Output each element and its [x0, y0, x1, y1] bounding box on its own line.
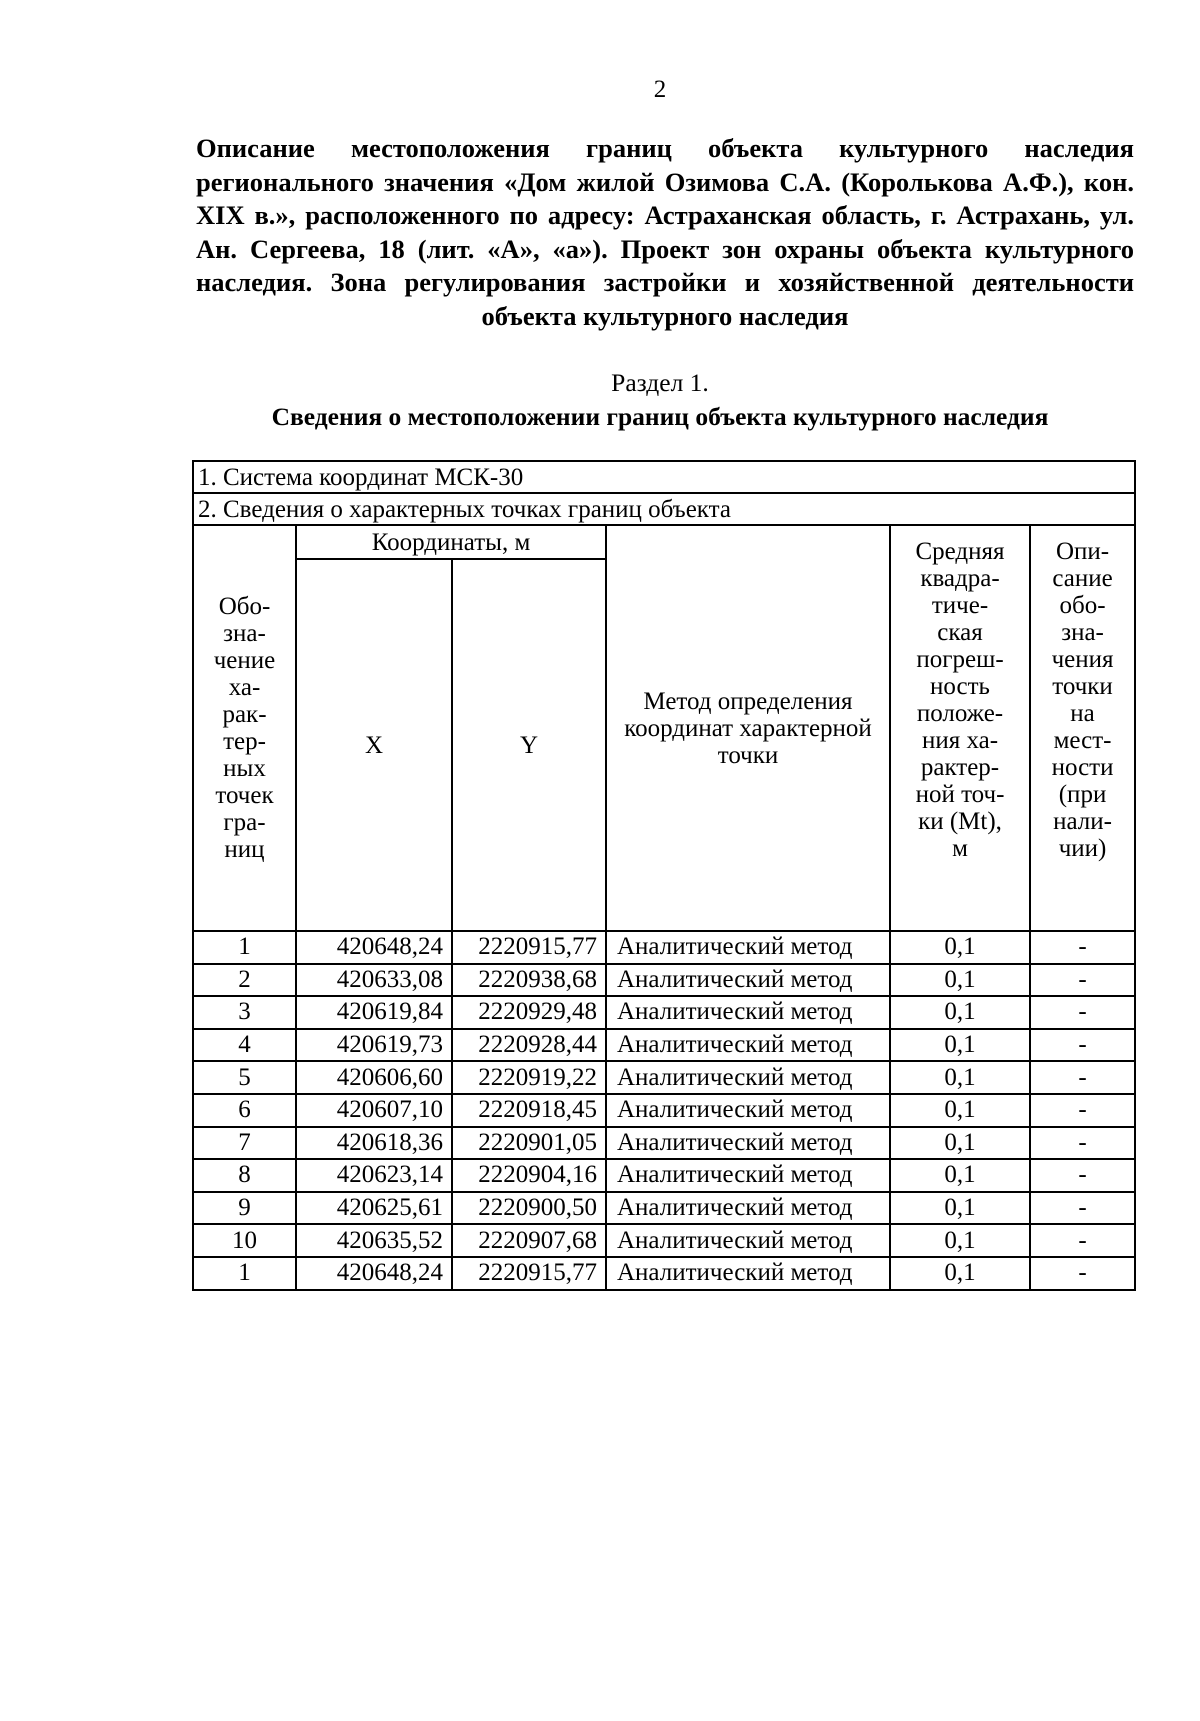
point-number-cell: 6: [193, 1094, 296, 1127]
header-coordinates: Координаты, м: [296, 525, 606, 559]
error-cell: 0,1: [890, 1224, 1030, 1257]
section-label: Раздел 1.: [611, 368, 709, 397]
page-number: 2: [653, 76, 667, 103]
x-coordinate-cell: 420633,08: [296, 964, 452, 997]
table-row: [193, 1159, 1135, 1192]
note-cell: -: [1030, 1029, 1135, 1062]
table-row: [193, 1029, 1135, 1062]
point-number-cell: 2: [193, 964, 296, 997]
note-cell: -: [1030, 1257, 1135, 1290]
table-row: [193, 1224, 1135, 1257]
point-number-cell: 1: [193, 931, 296, 964]
note-cell: -: [1030, 964, 1135, 997]
error-cell: 0,1: [890, 1159, 1030, 1192]
boundary-points-table: [192, 460, 1136, 1291]
error-cell: 0,1: [890, 1029, 1030, 1062]
y-coordinate-cell: 2220919,22: [452, 1061, 606, 1094]
x-coordinate-cell: 420606,60: [296, 1061, 452, 1094]
y-coordinate-cell: 2220907,68: [452, 1224, 606, 1257]
method-cell: Аналитический метод: [606, 1159, 890, 1192]
table-row: [193, 1094, 1135, 1127]
y-coordinate-cell: 2220928,44: [452, 1029, 606, 1062]
table-row-coordinate-system: [193, 461, 1135, 493]
coordinate-system-cell: 1. Система координат МСК-30: [193, 461, 1135, 493]
x-coordinate-cell: 420648,24: [296, 1257, 452, 1290]
point-number-cell: 4: [193, 1029, 296, 1062]
points-info-cell: 2. Сведения о характерных точках границ объекта: [193, 493, 1135, 525]
header-y: Y: [452, 559, 606, 931]
note-cell: -: [1030, 1061, 1135, 1094]
point-number-cell: 5: [193, 1061, 296, 1094]
table-body: [193, 931, 1135, 1290]
error-cell: 0,1: [890, 931, 1030, 964]
method-cell: Аналитический метод: [606, 1127, 890, 1160]
x-coordinate-cell: 420623,14: [296, 1159, 452, 1192]
point-number-cell: 10: [193, 1224, 296, 1257]
y-coordinate-cell: 2220929,48: [452, 996, 606, 1029]
note-cell: -: [1030, 1159, 1135, 1192]
y-coordinate-cell: 2220900,50: [452, 1192, 606, 1225]
section-heading: [0, 366, 1200, 434]
method-cell: Аналитический метод: [606, 1094, 890, 1127]
table-row: [193, 996, 1135, 1029]
section-subtitle: Сведения о местоположении границ объекта культурного наследия: [271, 402, 1049, 431]
table-row: [193, 1192, 1135, 1225]
error-cell: 0,1: [890, 1127, 1030, 1160]
note-cell: -: [1030, 996, 1135, 1029]
point-number-cell: 1: [193, 1257, 296, 1290]
error-cell: 0,1: [890, 1192, 1030, 1225]
header-method: Метод определения координат характерной точки: [606, 525, 890, 931]
table-row: [193, 1061, 1135, 1094]
x-coordinate-cell: 420648,24: [296, 931, 452, 964]
table-row: [193, 931, 1135, 964]
method-cell: Аналитический метод: [606, 1257, 890, 1290]
header-note: Опи- сание обо- зна- чения точки на мест- ности (при нали- чии): [1030, 525, 1135, 931]
method-cell: Аналитический метод: [606, 964, 890, 997]
note-cell: -: [1030, 931, 1135, 964]
y-coordinate-cell: 2220915,77: [452, 1257, 606, 1290]
y-coordinate-cell: 2220901,05: [452, 1127, 606, 1160]
error-cell: 0,1: [890, 1094, 1030, 1127]
table-row: [193, 964, 1135, 997]
error-cell: 0,1: [890, 1257, 1030, 1290]
x-coordinate-cell: 420607,10: [296, 1094, 452, 1127]
document-title: Описание местоположения границ объекта культурного наследия регионального значения «Дом жилой Озимова С.А. (Королькова А.Ф.), кон. XIX в.», расположенного по адресу: Астраханская область, г. Астрахань, ул. Ан. Сергеева, 18 (лит. «А», «а»). Проект зон охраны объекта культурного наследия. Зона регулирования застройки и хозяйственной деятельности объекта культурного наследия: [196, 133, 1134, 331]
note-cell: -: [1030, 1094, 1135, 1127]
method-cell: Аналитический метод: [606, 931, 890, 964]
point-number-cell: 7: [193, 1127, 296, 1160]
y-coordinate-cell: 2220915,77: [452, 931, 606, 964]
x-coordinate-cell: 420625,61: [296, 1192, 452, 1225]
error-cell: 0,1: [890, 1061, 1030, 1094]
x-coordinate-cell: 420618,36: [296, 1127, 452, 1160]
table-row: [193, 1257, 1135, 1290]
method-cell: Аналитический метод: [606, 1224, 890, 1257]
note-cell: -: [1030, 1127, 1135, 1160]
header-designation: Обо- зна- чение ха- рак- тер- ных точек гра- ниц: [193, 525, 296, 931]
x-coordinate-cell: 420619,84: [296, 996, 452, 1029]
method-cell: Аналитический метод: [606, 1029, 890, 1062]
note-cell: -: [1030, 1224, 1135, 1257]
table-header-row: [193, 525, 1135, 559]
table-row-points-info: [193, 493, 1135, 525]
method-cell: Аналитический метод: [606, 1061, 890, 1094]
method-cell: Аналитический метод: [606, 996, 890, 1029]
error-cell: 0,1: [890, 964, 1030, 997]
point-number-cell: 8: [193, 1159, 296, 1192]
error-cell: 0,1: [890, 996, 1030, 1029]
header-x: X: [296, 559, 452, 931]
y-coordinate-cell: 2220918,45: [452, 1094, 606, 1127]
y-coordinate-cell: 2220938,68: [452, 964, 606, 997]
header-error: Средняя квадра- тиче- ская погреш- ность положе- ния ха- рактер- ной точ- ки (Mt), м: [890, 525, 1030, 931]
y-coordinate-cell: 2220904,16: [452, 1159, 606, 1192]
x-coordinate-cell: 420635,52: [296, 1224, 452, 1257]
table-row: [193, 1127, 1135, 1160]
x-coordinate-cell: 420619,73: [296, 1029, 452, 1062]
method-cell: Аналитический метод: [606, 1192, 890, 1225]
point-number-cell: 9: [193, 1192, 296, 1225]
point-number-cell: 3: [193, 996, 296, 1029]
note-cell: -: [1030, 1192, 1135, 1225]
